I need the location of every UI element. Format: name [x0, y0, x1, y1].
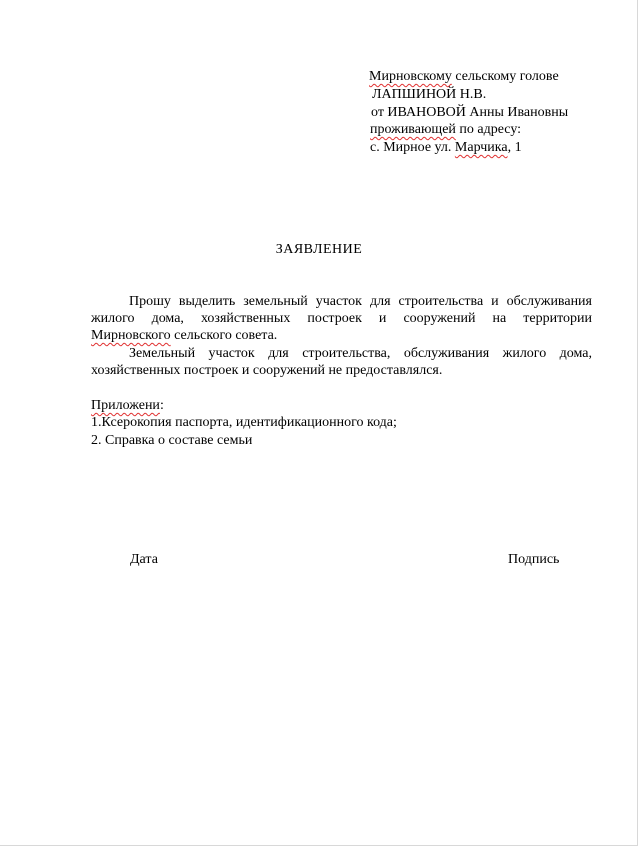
- residence-rest-text: по адресу:: [455, 122, 522, 137]
- date-label: Дата: [130, 552, 158, 567]
- address-number-text: , 1: [507, 140, 522, 155]
- attachment-item-1: 1.Ксерокопия паспорта, идентификационного кода;: [91, 415, 397, 430]
- paragraph-1-line-3: [91, 327, 277, 344]
- council-rest-text: сельского совета.: [170, 328, 278, 343]
- signature-label: Подпись: [508, 552, 560, 567]
- paragraph-2-line-1: Земельный участок для строительства, обслуживания жилого дома,: [129, 346, 592, 361]
- council-word: Мирновского: [91, 328, 171, 343]
- addressee-line-2: ЛАПШИНОЙ Н.В.: [372, 87, 487, 102]
- address-street-word: Марчика: [454, 140, 508, 155]
- attachments-heading: [91, 397, 164, 414]
- addressee-village-word: Мирновскому: [369, 69, 452, 84]
- sender-line: от ИВАНОВОЙ Анны Ивановны: [371, 105, 569, 120]
- document-title: ЗАЯВЛЕНИЕ: [275, 242, 363, 257]
- paragraph-2-line-2: хозяйственных построек и сооружений не предоставлялся.: [91, 363, 443, 378]
- addressee-line-1: [369, 68, 559, 85]
- address-line: [370, 139, 522, 156]
- paragraph-1-line-1: Прошу выделить земельный участок для строительства и обслуживания: [129, 294, 592, 309]
- attachment-item-2: 2. Справка о составе семьи: [91, 433, 253, 448]
- residence-word: проживающей: [370, 122, 456, 137]
- residence-line: [370, 121, 521, 138]
- attachments-heading-colon: :: [159, 398, 164, 413]
- paragraph-1-line-2: жилого дома, хозяйственных построек и сооружений на территории: [91, 311, 592, 326]
- address-prefix-text: с. Мирное ул.: [370, 140, 455, 155]
- addressee-title-text: сельскому голове: [451, 69, 559, 84]
- attachments-heading-word: Приложени: [91, 398, 160, 413]
